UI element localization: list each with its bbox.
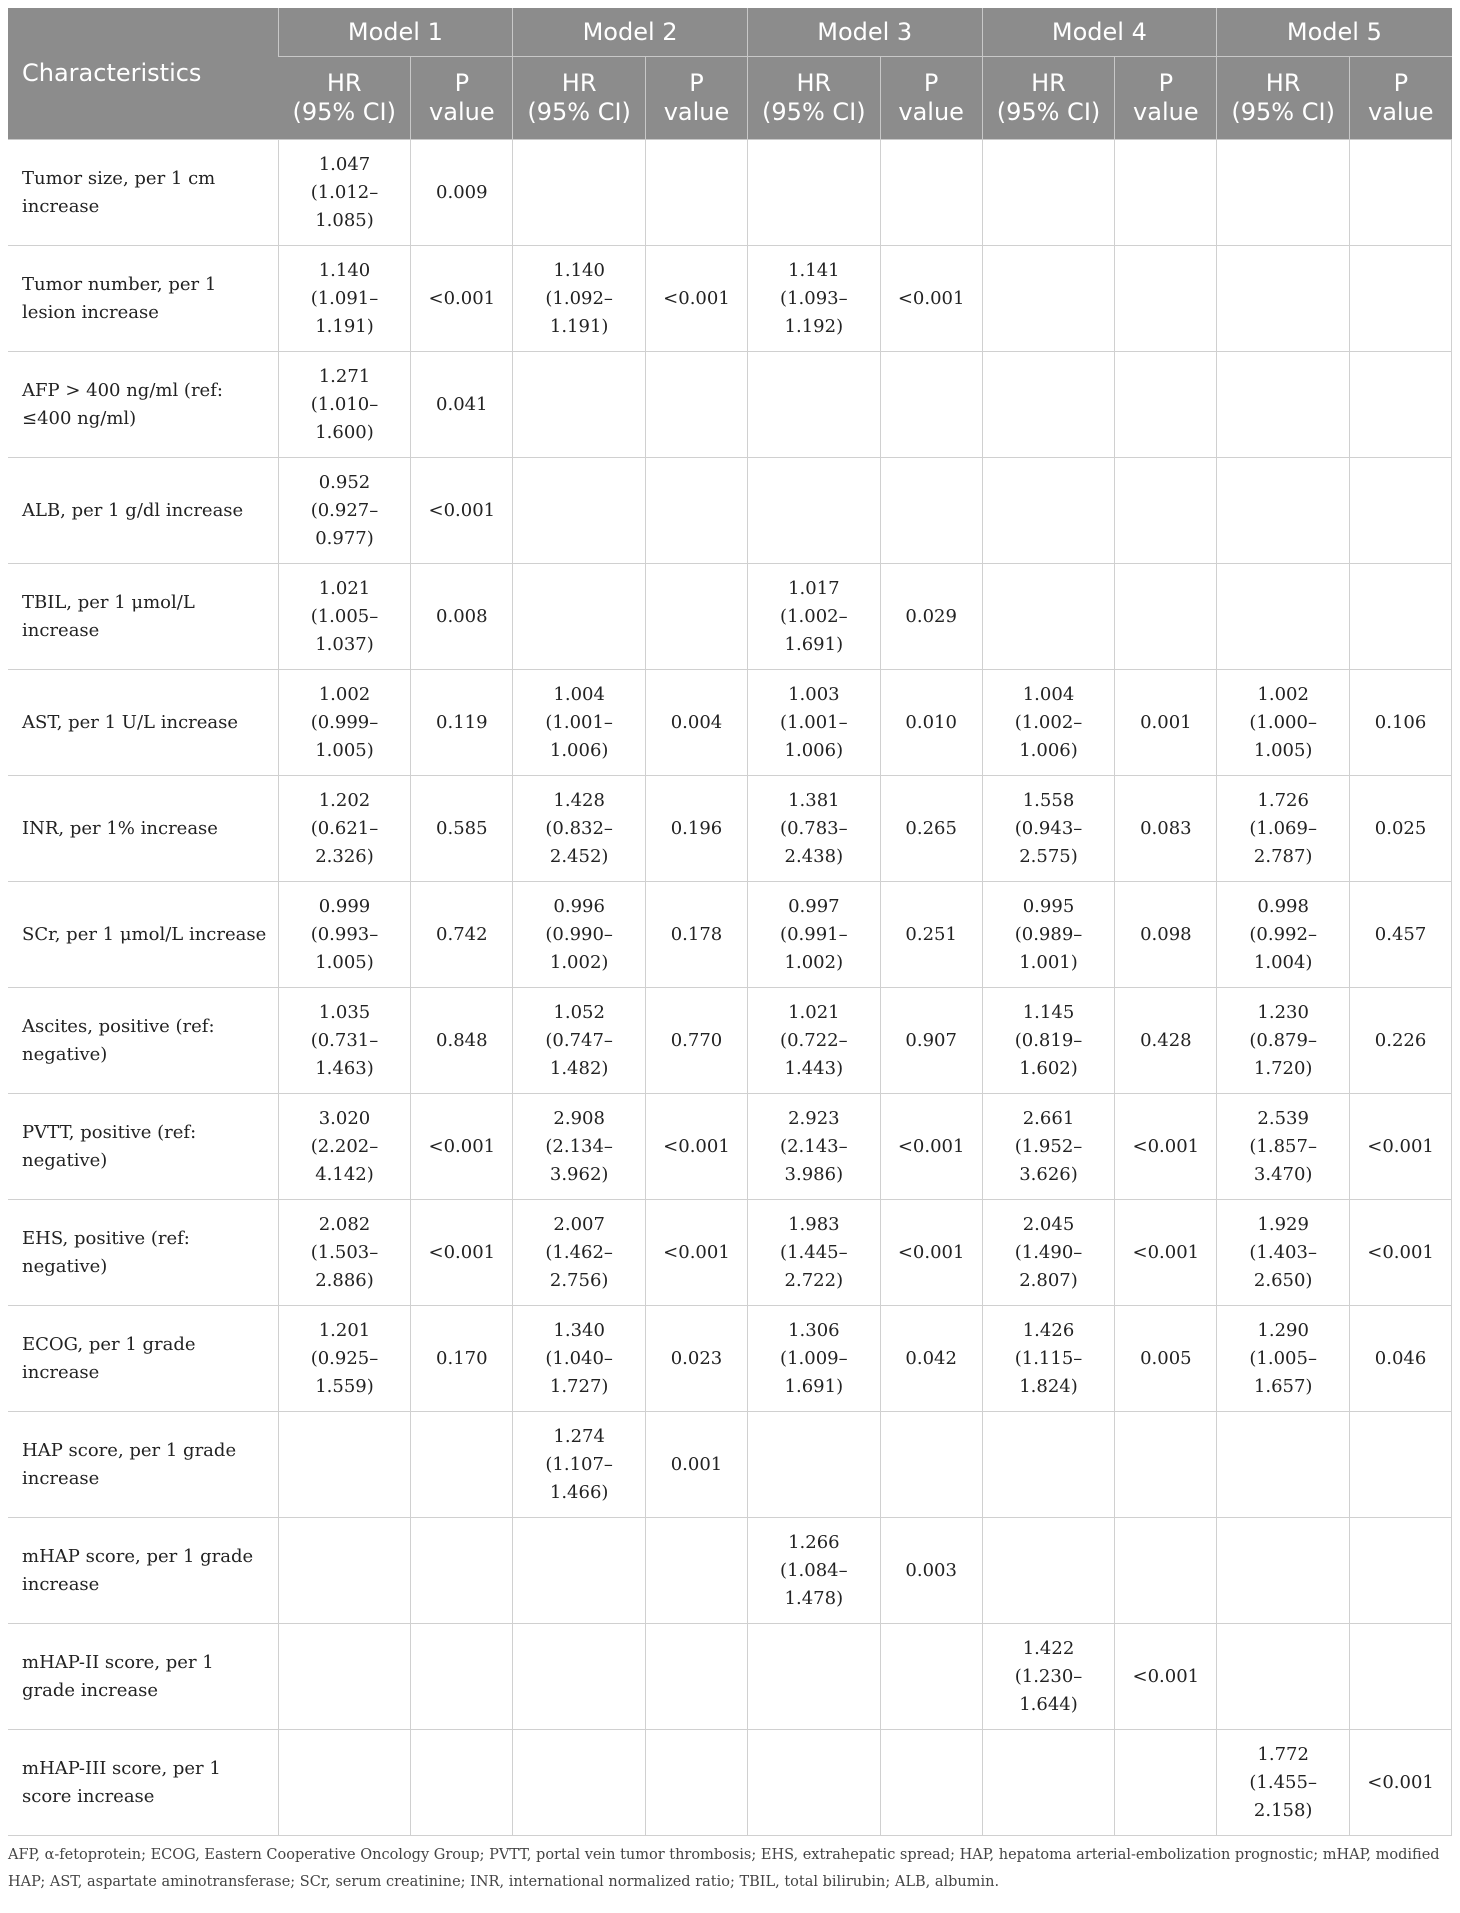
hr-cell (982, 1412, 1115, 1518)
p-value-cell (411, 1730, 513, 1836)
table-row (8, 1200, 1452, 1306)
row-label: SCr, per 1 μmol/L increase (8, 882, 278, 988)
p-value-cell: 0.023 (646, 1306, 748, 1412)
p-value-cell: 0.742 (411, 882, 513, 988)
p-value-cell (646, 564, 748, 670)
p-value-cell: 0.029 (880, 564, 982, 670)
hr-cell: 1.202 (0.621– 2.326) (278, 776, 411, 882)
hr-cell (1217, 246, 1350, 352)
hr-cell: 1.002 (1.000– 1.005) (1217, 670, 1350, 776)
hr-cell (1217, 564, 1350, 670)
table-row (8, 1306, 1452, 1412)
table-row (8, 882, 1452, 988)
row-label: INR, per 1% increase (8, 776, 278, 882)
table-footnote: AFP, α-fetoprotein; ECOG, Eastern Cooperative Oncology Group; PVTT, portal vein tumor thrombosis; EHS, extrahepatic spread; HAP, hepatoma arterial-embolization prognostic; mHAP, modified HAP; AST, aspartate aminotransferase; SCr, serum creatinine; INR, international normalized ratio; TBIL, total bilirubin; ALB, albumin. (8, 1847, 1440, 1890)
p-value-cell: 0.178 (646, 882, 748, 988)
hr-cell (1217, 352, 1350, 458)
table-row (8, 1730, 1452, 1836)
hr-cell: 2.908 (2.134– 3.962) (513, 1094, 646, 1200)
row-label: mHAP score, per 1 grade increase (8, 1518, 278, 1624)
p-value-cell: <0.001 (1115, 1094, 1217, 1200)
hr-cell: 1.558 (0.943– 2.575) (982, 776, 1115, 882)
p-value-cell (1115, 1412, 1217, 1518)
header-model-3: Model 3 (747, 8, 982, 57)
header-model-2: Model 2 (513, 8, 748, 57)
hr-cell (1217, 140, 1350, 246)
p-value-cell: 0.083 (1115, 776, 1217, 882)
p-value-cell: <0.001 (646, 1094, 748, 1200)
hr-cell: 0.997 (0.991– 1.002) (747, 882, 880, 988)
p-value-cell (1115, 352, 1217, 458)
hr-cell (747, 140, 880, 246)
row-label: ECOG, per 1 grade increase (8, 1306, 278, 1412)
hr-cell: 1.141 (1.093– 1.192) (747, 246, 880, 352)
header-hr-ci: HR (95% CI) (982, 57, 1115, 140)
p-value-cell (646, 352, 748, 458)
header-p-value: P value (880, 57, 982, 140)
p-value-cell (646, 140, 748, 246)
hr-cell (1217, 1412, 1350, 1518)
hr-cell: 1.306 (1.009– 1.691) (747, 1306, 880, 1412)
p-value-cell (880, 140, 982, 246)
header-hr-ci: HR (95% CI) (278, 57, 411, 140)
hr-cell: 1.274 (1.107– 1.466) (513, 1412, 646, 1518)
p-value-cell (1350, 1518, 1452, 1624)
p-value-cell (880, 1624, 982, 1730)
hr-cell: 1.021 (1.005– 1.037) (278, 564, 411, 670)
hr-cell (982, 352, 1115, 458)
p-value-cell: 0.770 (646, 988, 748, 1094)
p-value-cell: <0.001 (1115, 1200, 1217, 1306)
row-label: Tumor number, per 1 lesion increase (8, 246, 278, 352)
hr-cell: 1.340 (1.040– 1.727) (513, 1306, 646, 1412)
hr-cell: 1.017 (1.002– 1.691) (747, 564, 880, 670)
hr-cell: 1.426 (1.115– 1.824) (982, 1306, 1115, 1412)
p-value-cell: 0.005 (1115, 1306, 1217, 1412)
p-value-cell (1350, 246, 1452, 352)
header-hr-ci: HR (95% CI) (513, 57, 646, 140)
hr-cell: 0.995 (0.989– 1.001) (982, 882, 1115, 988)
p-value-cell (411, 1412, 513, 1518)
hr-cell: 2.661 (1.952– 3.626) (982, 1094, 1115, 1200)
hr-cell (747, 352, 880, 458)
hr-cell (1217, 1624, 1350, 1730)
p-value-cell: 0.001 (646, 1412, 748, 1518)
hr-cell: 1.422 (1.230– 1.644) (982, 1624, 1115, 1730)
table-row (8, 988, 1452, 1094)
hr-cell (513, 564, 646, 670)
p-value-cell (1350, 458, 1452, 564)
hr-cell: 1.983 (1.445– 2.722) (747, 1200, 880, 1306)
table-row (8, 140, 1452, 246)
p-value-cell: 0.010 (880, 670, 982, 776)
p-value-cell: 0.042 (880, 1306, 982, 1412)
header-model-4: Model 4 (982, 8, 1217, 57)
p-value-cell (1350, 352, 1452, 458)
hr-cell (1217, 1518, 1350, 1624)
p-value-cell (1115, 1730, 1217, 1836)
hr-cell (982, 246, 1115, 352)
hr-cell: 3.020 (2.202– 4.142) (278, 1094, 411, 1200)
p-value-cell (1350, 1412, 1452, 1518)
hr-cell: 1.772 (1.455– 2.158) (1217, 1730, 1350, 1836)
p-value-cell: 0.848 (411, 988, 513, 1094)
table-row (8, 564, 1452, 670)
hr-cell: 1.004 (1.001– 1.006) (513, 670, 646, 776)
p-value-cell (411, 1518, 513, 1624)
table-row (8, 1412, 1452, 1518)
hr-cell (278, 1412, 411, 1518)
hr-cell (278, 1518, 411, 1624)
hr-cell: 0.996 (0.990– 1.002) (513, 882, 646, 988)
p-value-cell: <0.001 (646, 246, 748, 352)
p-value-cell: <0.001 (646, 1200, 748, 1306)
p-value-cell (1350, 1624, 1452, 1730)
p-value-cell: 0.428 (1115, 988, 1217, 1094)
p-value-cell (1350, 564, 1452, 670)
p-value-cell: <0.001 (1350, 1730, 1452, 1836)
p-value-cell (411, 1624, 513, 1730)
row-label: TBIL, per 1 μmol/L increase (8, 564, 278, 670)
p-value-cell: <0.001 (1350, 1200, 1452, 1306)
p-value-cell: <0.001 (411, 458, 513, 564)
header-characteristics: Characteristics (8, 8, 278, 140)
row-label: ALB, per 1 g/dl increase (8, 458, 278, 564)
hr-cell: 1.035 (0.731– 1.463) (278, 988, 411, 1094)
hr-cell: 1.002 (0.999– 1.005) (278, 670, 411, 776)
hr-cell: 0.952 (0.927– 0.977) (278, 458, 411, 564)
hr-cell: 0.998 (0.992– 1.004) (1217, 882, 1350, 988)
p-value-cell: <0.001 (411, 1200, 513, 1306)
hr-cell: 2.923 (2.143– 3.986) (747, 1094, 880, 1200)
p-value-cell: <0.001 (1115, 1624, 1217, 1730)
p-value-cell: 0.098 (1115, 882, 1217, 988)
hr-cell: 1.726 (1.069– 2.787) (1217, 776, 1350, 882)
p-value-cell: <0.001 (1350, 1094, 1452, 1200)
header-p-value: P value (646, 57, 748, 140)
p-value-cell (646, 1518, 748, 1624)
table-row (8, 458, 1452, 564)
table-row (8, 670, 1452, 776)
hr-cell (747, 458, 880, 564)
hr-cell (747, 1412, 880, 1518)
p-value-cell: 0.003 (880, 1518, 982, 1624)
hr-cell (982, 140, 1115, 246)
header-hr-ci: HR (95% CI) (747, 57, 880, 140)
hr-cell: 2.539 (1.857– 3.470) (1217, 1094, 1350, 1200)
hr-cell (747, 1624, 880, 1730)
hr-cell: 2.045 (1.490– 2.807) (982, 1200, 1115, 1306)
hr-cell: 1.201 (0.925– 1.559) (278, 1306, 411, 1412)
table-row (8, 352, 1452, 458)
p-value-cell: <0.001 (411, 246, 513, 352)
row-label: mHAP-III score, per 1 score increase (8, 1730, 278, 1836)
hr-cell: 1.140 (1.091– 1.191) (278, 246, 411, 352)
p-value-cell: 0.226 (1350, 988, 1452, 1094)
table-row (8, 1518, 1452, 1624)
p-value-cell: 0.119 (411, 670, 513, 776)
row-label: EHS, positive (ref: negative) (8, 1200, 278, 1306)
hr-cell: 1.021 (0.722– 1.443) (747, 988, 880, 1094)
hr-cell (513, 352, 646, 458)
hr-cell: 1.003 (1.001– 1.006) (747, 670, 880, 776)
hr-cell: 1.047 (1.012– 1.085) (278, 140, 411, 246)
header-model-1: Model 1 (278, 8, 513, 57)
p-value-cell: <0.001 (880, 1094, 982, 1200)
table-body (8, 140, 1452, 1836)
hr-cell: 1.428 (0.832– 2.452) (513, 776, 646, 882)
table-row (8, 1624, 1452, 1730)
hr-cell: 1.140 (1.092– 1.191) (513, 246, 646, 352)
hr-cell (982, 458, 1115, 564)
p-value-cell (646, 458, 748, 564)
p-value-cell: 0.009 (411, 140, 513, 246)
hr-cell: 1.381 (0.783– 2.438) (747, 776, 880, 882)
header-p-value: P value (1115, 57, 1217, 140)
row-label: HAP score, per 1 grade increase (8, 1412, 278, 1518)
p-value-cell: <0.001 (880, 1200, 982, 1306)
p-value-cell (880, 1412, 982, 1518)
p-value-cell (1115, 140, 1217, 246)
p-value-cell: 0.106 (1350, 670, 1452, 776)
p-value-cell (646, 1730, 748, 1836)
p-value-cell: <0.001 (411, 1094, 513, 1200)
row-label: AFP > 400 ng/ml (ref: ≤400 ng/ml) (8, 352, 278, 458)
p-value-cell (646, 1624, 748, 1730)
header-row-models (8, 8, 1452, 57)
hr-cell (278, 1730, 411, 1836)
p-value-cell: 0.170 (411, 1306, 513, 1412)
p-value-cell (880, 1730, 982, 1836)
p-value-cell: 0.196 (646, 776, 748, 882)
header-hr-ci: HR (95% CI) (1217, 57, 1350, 140)
hr-cell: 2.082 (1.503– 2.886) (278, 1200, 411, 1306)
p-value-cell: 0.046 (1350, 1306, 1452, 1412)
p-value-cell (1115, 564, 1217, 670)
hr-cell: 2.007 (1.462– 2.756) (513, 1200, 646, 1306)
p-value-cell (1115, 1518, 1217, 1624)
hr-cell (513, 1518, 646, 1624)
hr-cell (982, 564, 1115, 670)
hr-cell: 1.929 (1.403– 2.650) (1217, 1200, 1350, 1306)
hr-cell (513, 140, 646, 246)
row-label: Tumor size, per 1 cm increase (8, 140, 278, 246)
hazard-ratio-table (8, 8, 1452, 1836)
table-container (8, 8, 1452, 1896)
row-label: mHAP-II score, per 1 grade increase (8, 1624, 278, 1730)
p-value-cell: 0.004 (646, 670, 748, 776)
p-value-cell (880, 458, 982, 564)
row-label: PVTT, positive (ref: negative) (8, 1094, 278, 1200)
hr-cell: 1.052 (0.747– 1.482) (513, 988, 646, 1094)
row-label: Ascites, positive (ref: negative) (8, 988, 278, 1094)
p-value-cell: 0.041 (411, 352, 513, 458)
table-row (8, 1094, 1452, 1200)
p-value-cell (1115, 246, 1217, 352)
p-value-cell: 0.008 (411, 564, 513, 670)
hr-cell (747, 1730, 880, 1836)
hr-cell (982, 1730, 1115, 1836)
table-row (8, 246, 1452, 352)
hr-cell: 1.266 (1.084– 1.478) (747, 1518, 880, 1624)
p-value-cell: 0.585 (411, 776, 513, 882)
p-value-cell: 0.265 (880, 776, 982, 882)
hr-cell (982, 1518, 1115, 1624)
p-value-cell (1350, 140, 1452, 246)
header-p-value: P value (411, 57, 513, 140)
hr-cell: 1.230 (0.879– 1.720) (1217, 988, 1350, 1094)
hr-cell (513, 458, 646, 564)
hr-cell (1217, 458, 1350, 564)
p-value-cell: 0.907 (880, 988, 982, 1094)
p-value-cell: 0.457 (1350, 882, 1452, 988)
row-label: AST, per 1 U/L increase (8, 670, 278, 776)
p-value-cell: 0.025 (1350, 776, 1452, 882)
p-value-cell (1115, 458, 1217, 564)
hr-cell: 1.290 (1.005– 1.657) (1217, 1306, 1350, 1412)
hr-cell: 1.145 (0.819– 1.602) (982, 988, 1115, 1094)
header-p-value: P value (1350, 57, 1452, 140)
p-value-cell: <0.001 (880, 246, 982, 352)
p-value-cell (880, 352, 982, 458)
hr-cell (278, 1624, 411, 1730)
header-model-5: Model 5 (1217, 8, 1452, 57)
table-row (8, 776, 1452, 882)
hr-cell: 0.999 (0.993– 1.005) (278, 882, 411, 988)
hr-cell (513, 1624, 646, 1730)
p-value-cell: 0.251 (880, 882, 982, 988)
hr-cell: 1.004 (1.002– 1.006) (982, 670, 1115, 776)
hr-cell: 1.271 (1.010– 1.600) (278, 352, 411, 458)
p-value-cell: 0.001 (1115, 670, 1217, 776)
hr-cell (513, 1730, 646, 1836)
